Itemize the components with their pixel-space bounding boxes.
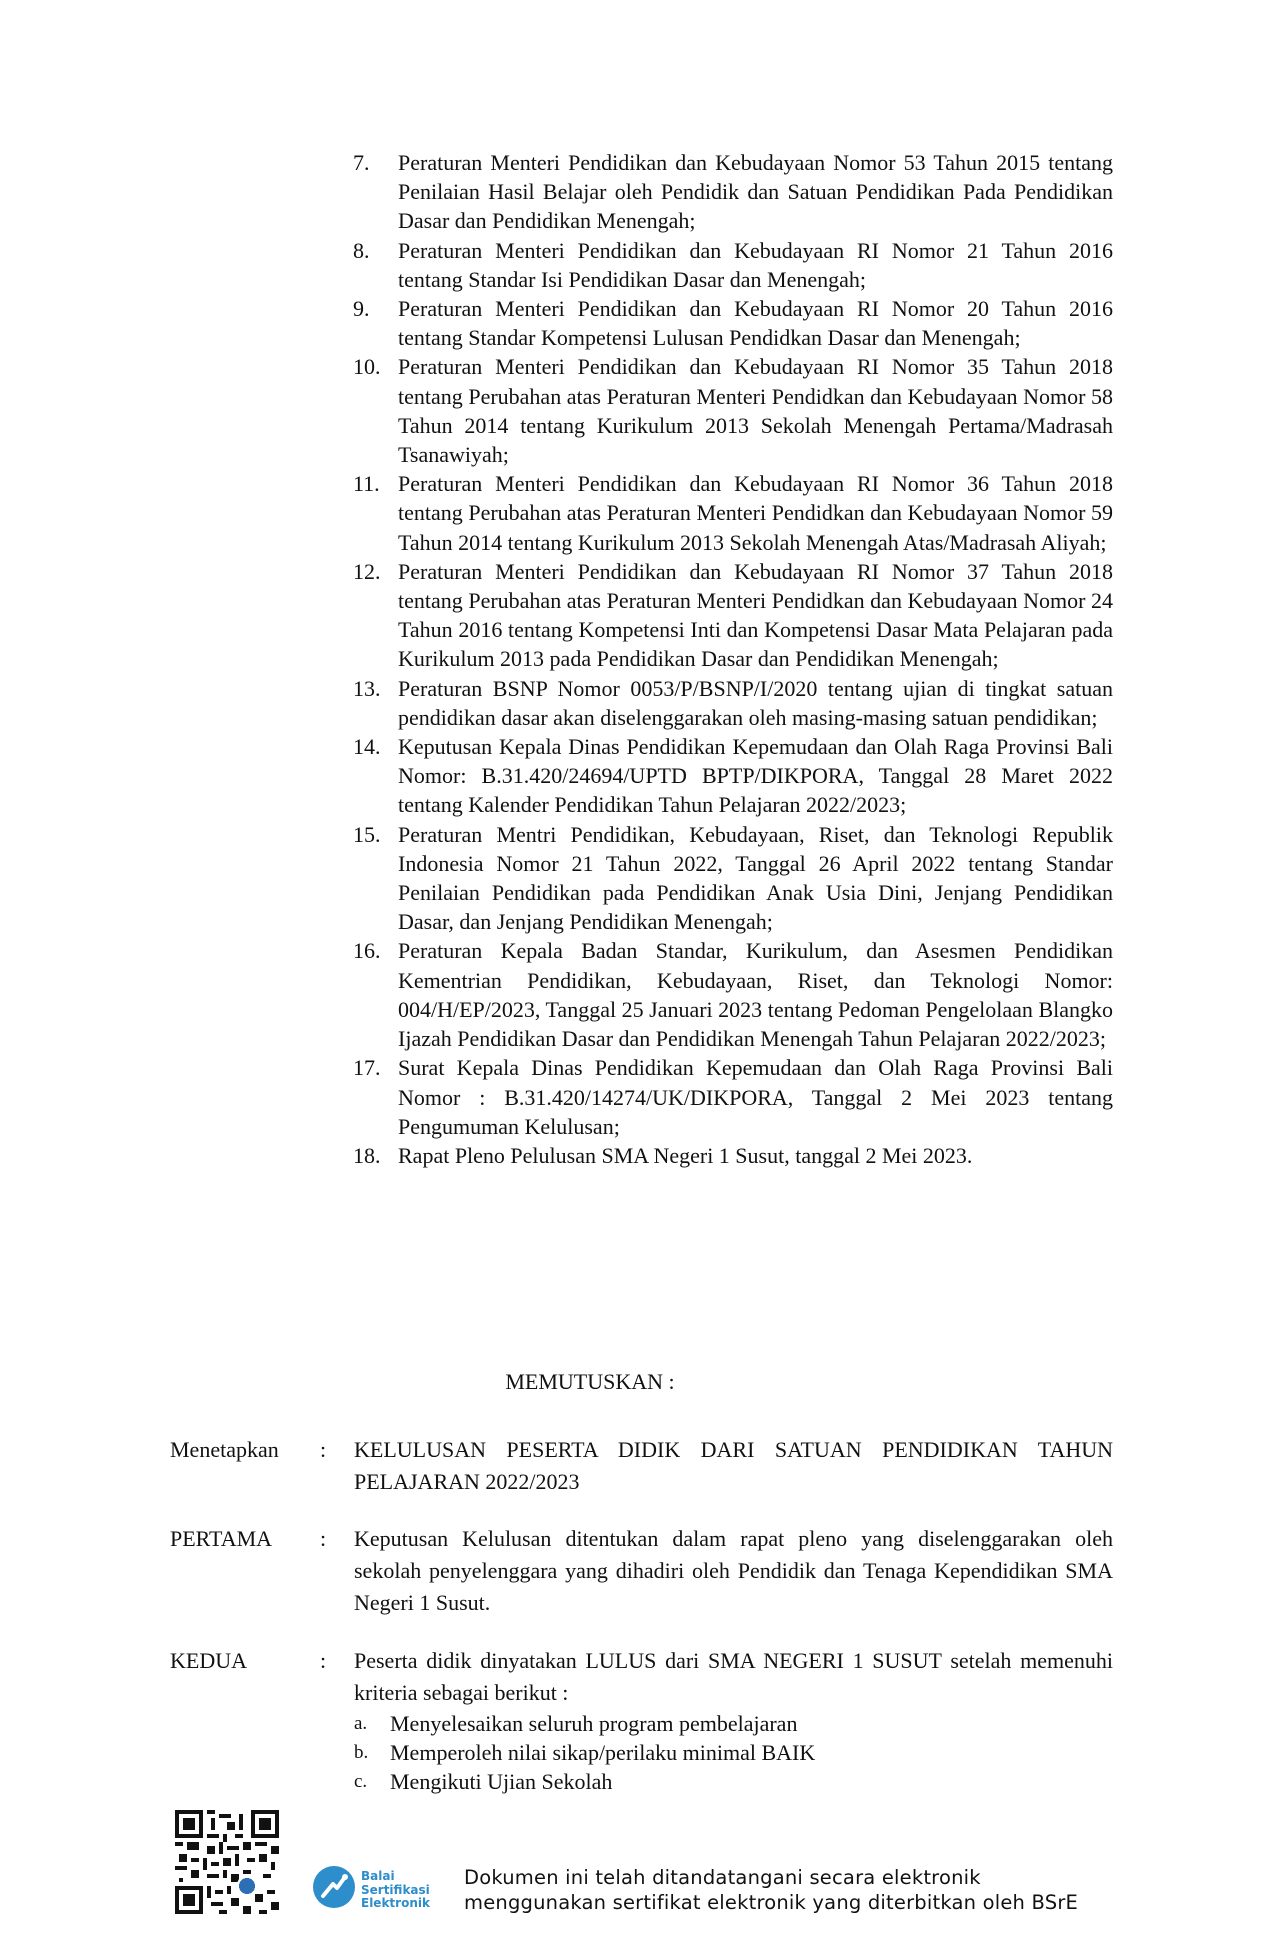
signature-footer bbox=[175, 1810, 1125, 1930]
criteria-letter: a. bbox=[354, 1713, 368, 1734]
item-number: 16. bbox=[353, 938, 381, 964]
item-text: Rapat Pleno Pelulusan SMA Negeri 1 Susut, tanggal 2 Mei 2023. bbox=[398, 1142, 973, 1168]
item-text: Surat Kepala Dinas Pendidikan Kepemudaan dan Olah Raga Provinsi Bali Nomor : B.31.420/14274/UK/DIKPORA, Tanggal 2 Mei 2023 tentang Pengumuman Kelulusan; bbox=[398, 1055, 1113, 1139]
list-item bbox=[353, 732, 1113, 820]
item-number: 17. bbox=[353, 1055, 381, 1081]
item-number: 7. bbox=[353, 150, 370, 175]
list-item bbox=[353, 352, 1113, 469]
section-text: Peserta didik dinyatakan LULUS dari SMA NEGERI 1 SUSUT setelah memenuhi kriteria sebagai berikut : bbox=[354, 1648, 1113, 1705]
list-item bbox=[353, 820, 1113, 937]
criteria-letter: c. bbox=[354, 1771, 368, 1792]
criteria-text: Menyelesaikan seluruh program pembelajaran bbox=[390, 1711, 798, 1736]
item-text: Peraturan Kepala Badan Standar, Kurikulum, dan Asesmen Pendidikan Kementrian Pendidikan, Kebudayaan, Riset, dan Teknologi Nomor: 004/H/EP/2023, Tanggal 25 Januari 2023 tentang Pedoman Pengelolaan Blangko Ijazah Pendidikan Dasar dan Pendidikan Menengah Tahun Pelajaran 2022/2023; bbox=[398, 938, 1113, 1052]
logo-word: Balai bbox=[361, 1869, 395, 1883]
signature-line-1: Dokumen ini telah ditandatangani secara elektronik bbox=[464, 1866, 981, 1889]
item-text: Keputusan Kepala Dinas Pendidikan Kepemudaan dan Olah Raga Provinsi Bali Nomor: B.31.420/24694/UPTD BPTP/DIKPORA, Tanggal 28 Maret 2022 tentang Kalender Pendidikan Tahun Pelajaran 2022/2023; bbox=[398, 734, 1113, 818]
list-item bbox=[353, 557, 1113, 674]
criteria-letter: b. bbox=[354, 1742, 369, 1763]
section-text: Keputusan Kelulusan ditentukan dalam rapat pleno yang diselenggarakan oleh sekolah penyelenggara yang dihadiri oleh Pendidik dan Tenaga Kependidikan SMA Negeri 1 Susut. bbox=[354, 1526, 1113, 1615]
list-item bbox=[353, 1053, 1113, 1141]
list-item bbox=[353, 1141, 1113, 1170]
item-text: Peraturan Menteri Pendidikan dan Kebudayaan RI Nomor 37 Tahun 2018 tentang Perubahan atas Peraturan Menteri Pendidkan dan Kebudayaan Nomor 24 Tahun 2016 tentang Kompetensi Inti dan Kompetensi Dasar Mata Pelajaran pada Kurikulum 2013 pada Pendidikan Dasar dan Pendidikan Menengah; bbox=[398, 558, 1113, 672]
list-item bbox=[353, 148, 1113, 236]
decision-heading bbox=[0, 1369, 1270, 1395]
item-number: 10. bbox=[353, 354, 381, 380]
signature-notice bbox=[464, 1865, 1078, 1915]
item-number: 9. bbox=[353, 296, 370, 322]
section-colon: : bbox=[320, 1437, 327, 1462]
item-text: Peraturan BSNP Nomor 0053/P/BSNP/I/2020 tentang ujian di tingkat satuan pendidikan dasar akan diselenggarakan oleh masing-masing satuan pendidikan; bbox=[398, 675, 1113, 730]
list-item bbox=[353, 674, 1113, 732]
section-label: PERTAMA bbox=[170, 1526, 273, 1551]
logo-word: Elektronik bbox=[361, 1896, 430, 1910]
item-text: Peraturan Mentri Pendidikan, Kebudayaan, Riset, dan Teknologi Republik Indonesia Nomor 21 Tahun 2022, Tanggal 26 April 2022 tentang Standar Penilaian Pendidikan pada Pendidikan Anak Usia Dini, Jenjang Pendidikan Dasar, dan Jenjang Pendidikan Menengah; bbox=[398, 821, 1113, 935]
qr-code[interactable] bbox=[175, 1810, 279, 1914]
item-text: Peraturan Menteri Pendidikan dan Kebudayaan Nomor 53 Tahun 2015 tentang Penilaian Hasil Belajar oleh Pendidik dan Satuan Pendidikan Pada Pendidikan Dasar dan Pendidikan Menengah; bbox=[398, 150, 1113, 234]
criteria-list bbox=[354, 1709, 1113, 1796]
list-item bbox=[353, 294, 1113, 352]
criteria-item bbox=[354, 1738, 1113, 1767]
item-number: 11. bbox=[353, 471, 380, 497]
list-item bbox=[353, 469, 1113, 557]
item-number: 12. bbox=[353, 558, 381, 584]
section-pertama bbox=[170, 1523, 1113, 1619]
logo-word: Sertifikasi bbox=[361, 1882, 430, 1897]
list-item bbox=[353, 236, 1113, 294]
section-colon: : bbox=[320, 1648, 327, 1673]
item-number: 18. bbox=[353, 1142, 381, 1168]
item-text: Peraturan Menteri Pendidikan dan Kebudayaan RI Nomor 20 Tahun 2016 tentang Standar Kompetensi Lulusan Pendidkan Dasar dan Menengah; bbox=[398, 296, 1113, 351]
regulation-list bbox=[353, 148, 1113, 1170]
decision-heading-text: MEMUTUSKAN : bbox=[505, 1369, 675, 1394]
bsre-logo bbox=[311, 1864, 461, 1924]
signature-line-2: menggunakan sertifikat elektronik yang diterbitkan oleh BSrE bbox=[464, 1891, 1079, 1914]
criteria-text: Memperoleh nilai sikap/perilaku minimal BAIK bbox=[390, 1740, 816, 1765]
section-label: Menetapkan bbox=[170, 1437, 279, 1462]
section-kedua bbox=[170, 1645, 1113, 1796]
item-text: Peraturan Menteri Pendidikan dan Kebudayaan RI Nomor 36 Tahun 2018 tentang Perubahan atas Peraturan Menteri Pendidkan dan Kebudayaan Nomor 59 Tahun 2014 tentang Kurikulum 2013 Sekolah Menengah Atas/Madrasah Aliyah; bbox=[398, 471, 1113, 555]
section-body bbox=[354, 1645, 1113, 1796]
item-text: Peraturan Menteri Pendidikan dan Kebudayaan RI Nomor 35 Tahun 2018 tentang Perubahan atas Peraturan Menteri Pendidkan dan Kebudayaan Nomor 58 Tahun 2014 tentang Kurikulum 2013 Sekolah Menengah Pertama/Madrasah Tsanawiyah; bbox=[398, 354, 1113, 468]
section-colon: : bbox=[320, 1526, 327, 1551]
section-text: KELULUSAN PESERTA DIDIK DARI SATUAN PENDIDIKAN TAHUN PELAJARAN 2022/2023 bbox=[354, 1437, 1113, 1494]
item-number: 15. bbox=[353, 821, 381, 847]
item-number: 14. bbox=[353, 734, 381, 760]
section-label: KEDUA bbox=[170, 1648, 247, 1673]
bsre-emblem-icon bbox=[311, 1864, 357, 1910]
list-item bbox=[353, 936, 1113, 1053]
criteria-item bbox=[354, 1709, 1113, 1738]
item-number: 8. bbox=[353, 237, 370, 263]
criteria-item bbox=[354, 1767, 1113, 1796]
criteria-text: Mengikuti Ujian Sekolah bbox=[390, 1769, 613, 1794]
item-number: 13. bbox=[353, 675, 381, 701]
bsre-logo-text bbox=[361, 1870, 430, 1911]
item-text: Peraturan Menteri Pendidikan dan Kebudayaan RI Nomor 21 Tahun 2016 tentang Standar Isi Pendidikan Dasar dan Menengah; bbox=[398, 237, 1113, 292]
section-menetapkan bbox=[170, 1434, 1113, 1498]
